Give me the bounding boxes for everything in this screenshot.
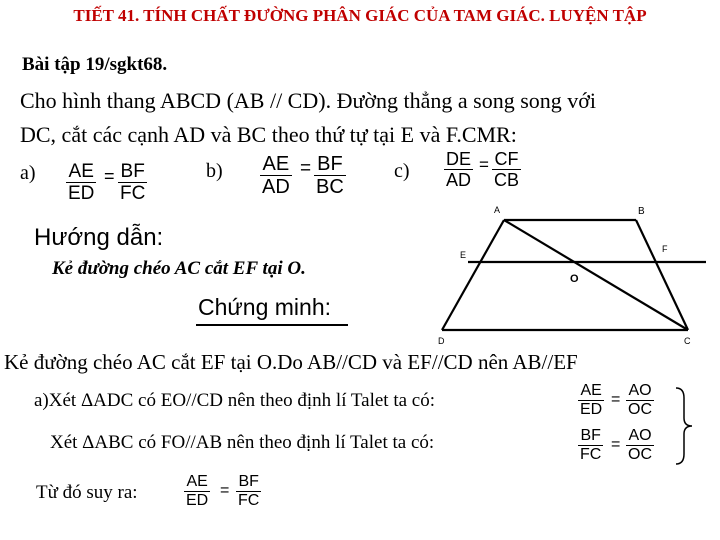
proof-line-4-equals: = <box>220 482 230 499</box>
proof-line-2-fraction-right: $\frac{AO}{OC}$ <box>628 382 652 418</box>
label-e: E <box>460 250 467 260</box>
hint-text: Kẻ đường chéo AC cắt EF tại O. <box>52 258 306 279</box>
proof-line-2: a)Xét ΔADC có EO//CD nên theo định lí Talet ta có: <box>34 390 436 411</box>
proof-line-4-fraction-left: $\frac{AE}{ED}$ <box>186 473 209 509</box>
diagonal-ac <box>504 220 688 330</box>
part-c-fraction-left: $\frac{DE}{AD}$ <box>446 149 472 190</box>
problem-line-1: Cho hình thang ABCD (AB // CD). Đường thẳng a song song với <box>20 88 597 113</box>
proof-line-4: Từ đó suy ra: <box>36 482 138 503</box>
proof-line-3: Xét ΔABC có FO//AB nên theo định lí Talet ta có: <box>50 432 435 453</box>
proof-line-2-equals: = <box>611 391 621 408</box>
label-d: D <box>438 336 445 346</box>
label-b: B <box>638 206 645 217</box>
page-title: TIẾT 41. TÍNH CHẤT ĐƯỜNG PHÂN GIÁC CỦA TAM GIÁC. LUYỆN TẬP <box>73 6 647 25</box>
segment-ad <box>442 220 504 330</box>
part-c-equals: = <box>479 155 489 174</box>
part-b-label: b) <box>206 160 223 182</box>
part-b-fraction-left: $\frac{AE}{AD}$ <box>262 153 290 198</box>
proof-line-3-equals: = <box>611 436 621 453</box>
proof-line-3-fraction-right: $\frac{AO}{OC}$ <box>628 427 652 463</box>
part-c-fraction-right: $\frac{CF}{CB}$ <box>494 149 520 190</box>
label-a: A <box>494 205 501 215</box>
label-o: O <box>570 273 579 285</box>
exercise-heading: Bài tập 19/sgkt68. <box>22 54 168 75</box>
proof-line-3-fraction-left: $\frac{BF}{FC}$ <box>580 427 602 463</box>
part-b-equals: = <box>300 158 312 179</box>
part-b-fraction-right: $\frac{BF}{BC}$ <box>316 153 344 198</box>
proof-line-2-fraction-left: $\frac{AE}{ED}$ <box>580 382 603 418</box>
proof-line-4-fraction-right: $\frac{BF}{FC}$ <box>238 473 260 509</box>
label-c: C <box>684 336 691 346</box>
part-a-fraction-right: $\frac{BF}{FC}$ <box>120 161 146 204</box>
proof-heading-underline <box>196 324 348 326</box>
label-f: F <box>662 244 668 254</box>
right-brace-icon <box>672 386 696 466</box>
proof-heading: Chứng minh: <box>198 294 332 320</box>
hint-heading: Hướng dẫn: <box>34 224 164 251</box>
part-a-fraction-left: $\frac{AE}{ED}$ <box>68 161 95 204</box>
part-c-label: c) <box>394 160 410 182</box>
part-a-equals: = <box>104 166 115 186</box>
proof-line-1: Kẻ đường chéo AC cắt EF tại O.Do AB//CD và EF//CD nên AB//EF <box>4 350 578 374</box>
problem-line-2: DC, cắt các cạnh AD và BC theo thứ tự tại E và F.CMR: <box>20 122 517 147</box>
part-a-label: a) <box>20 162 36 184</box>
